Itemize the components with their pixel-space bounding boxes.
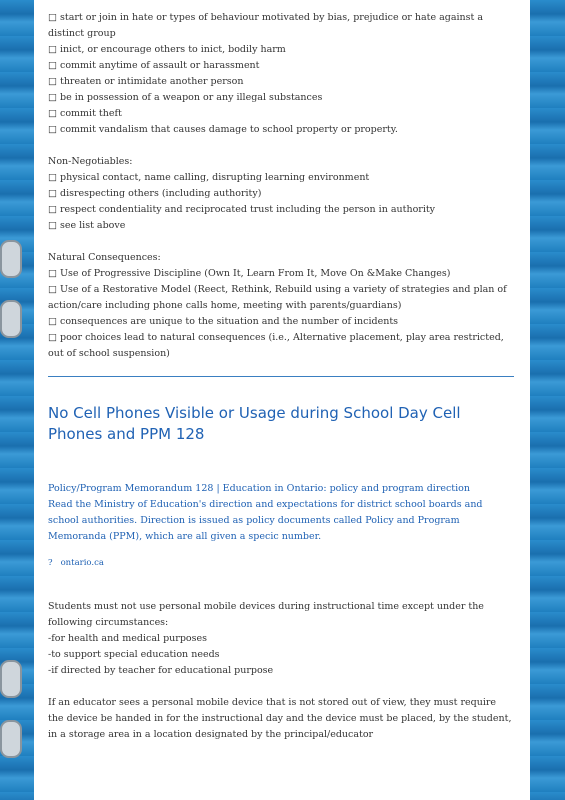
right-background-strip <box>529 0 565 800</box>
section-divider <box>48 376 514 377</box>
list-item: □ poor choices lead to natural consequences (i.e., Alternative placement, play area restricted, out of school suspension) <box>48 332 504 359</box>
list-item: □ physical contact, name calling, disrupting learning environment <box>48 172 370 183</box>
list-item: □ Use of Progressive Discipline (Own It, Learn From It, Move On &Make Changes) <box>48 268 451 279</box>
padlock-icon <box>0 300 22 338</box>
list-item: □ Use of a Restorative Model (Reect, Rethink, Rebuild using a variety of strategies and plan of action/care including phone calls home, meeting with parents/guardians) <box>48 284 507 311</box>
list-item: □ start or join in hate or types of behaviour motivated by bias, prejudice or hate against a distinct group <box>48 12 484 39</box>
list-item: □ commit theft <box>48 108 122 119</box>
section-heading: No Cell Phones Visible or Usage during School Day Cell Phones and PPM 128 <box>48 404 461 443</box>
consequences-list <box>48 10 514 138</box>
list-item: □ be in possession of a weapon or any illegal substances <box>48 92 323 103</box>
list-item: □ commit vandalism that causes damage to school property or property. <box>48 124 398 135</box>
document-content <box>48 10 514 743</box>
list-item: -if directed by teacher for educational purpose <box>48 665 274 676</box>
link-source[interactable] <box>48 555 514 571</box>
natural-consequences-section <box>48 250 514 362</box>
list-item: □ threaten or intimidate another person <box>48 76 244 87</box>
list-item: -to support special education needs <box>48 649 220 660</box>
padlock-icon <box>0 660 22 698</box>
list-item: □ commit anytime of assault or harassment <box>48 60 260 71</box>
section-title: Natural Consequences: <box>48 252 161 263</box>
link-domain[interactable]: ontario.ca <box>60 558 104 568</box>
paragraph: If an educator sees a personal mobile device that is not stored out of view, they must require the device be handed in for the instructional day and the device must be placed, by the student, in a storage area in a location designated by the principal/educator <box>48 697 512 740</box>
list-item: □ disrespecting others (including authority) <box>48 188 262 199</box>
list-item: □ inict, or encourage others to inict, bodily harm <box>48 44 286 55</box>
list-item: -for health and medical purposes <box>48 633 207 644</box>
document-page <box>34 0 530 800</box>
link-description: Read the Ministry of Education's direction and expectations for district school boards and school authorities. Direction is issued as policy documents called Policy and Program Memoranda (PPM), which are all given a specic number. <box>48 499 483 542</box>
link-preview-card[interactable] <box>48 481 514 571</box>
left-background-strip <box>0 0 34 800</box>
padlock-icon <box>0 720 22 758</box>
paragraph: Students must not use personal mobile devices during instructional time except under the following circumstances: <box>48 601 484 628</box>
list-item: □ see list above <box>48 220 126 231</box>
link-title[interactable]: Policy/Program Memorandum 128 | Education in Ontario: policy and program direction <box>48 483 470 494</box>
list-item: □ respect condentiality and reciprocated trust including the person in authority <box>48 204 436 215</box>
non-negotiables-section <box>48 154 514 234</box>
list-item: □ consequences are unique to the situation and the number of incidents <box>48 316 399 327</box>
globe-icon: ? <box>48 558 53 568</box>
section-title: Non-Negotiables: <box>48 156 133 167</box>
phone-rules-section <box>48 599 514 743</box>
padlock-icon <box>0 240 22 278</box>
